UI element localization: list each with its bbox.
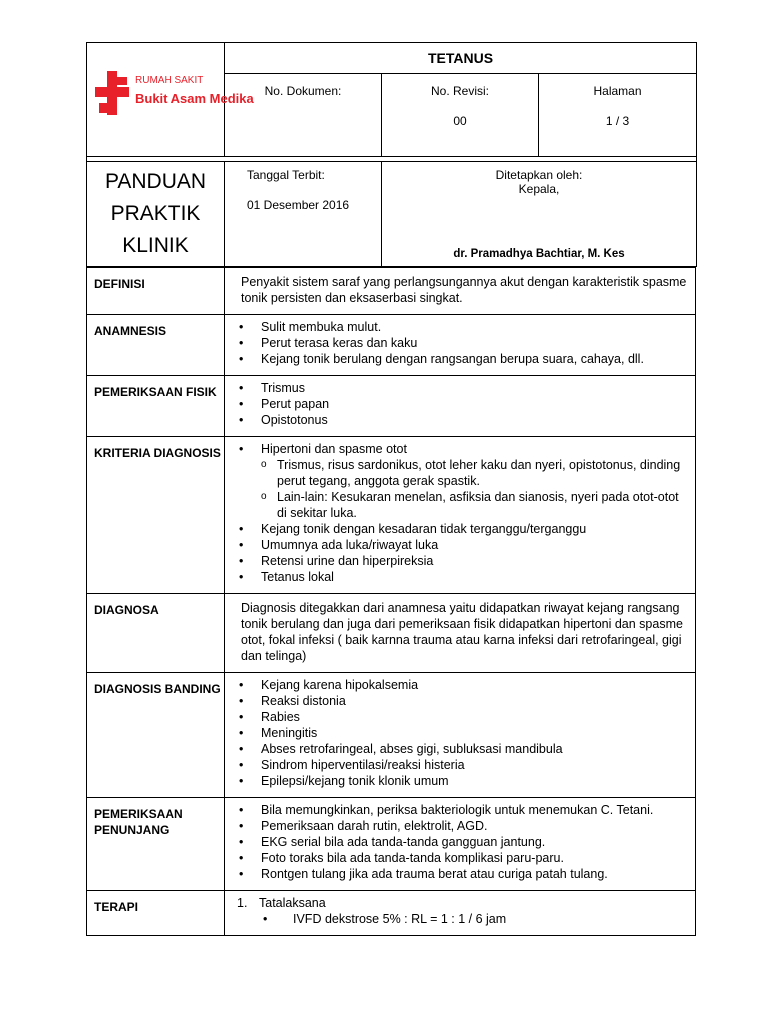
tanggal-terbit-value: 01 Desember 2016 — [247, 198, 350, 212]
doc-type-line1: PANDUAN — [104, 170, 207, 193]
list-item: • Rabies — [233, 709, 687, 725]
list-item: • Pemeriksaan darah rutin, elektrolit, AGD. — [233, 818, 687, 834]
row-anamnesis — [87, 315, 696, 376]
halaman-label: Halaman — [593, 84, 642, 98]
section-content — [225, 376, 696, 437]
numbered-item — [233, 895, 687, 911]
row-kriteria-diagnosis — [87, 437, 696, 594]
document-title: TETANUS — [225, 43, 697, 74]
ditetapkan-cell — [382, 162, 697, 267]
list-item: • Tetanus lokal — [233, 569, 687, 585]
row-pemeriksaan-fisik — [87, 376, 696, 437]
list-item: • EKG serial bila ada tanda-tanda gangguan jantung. — [233, 834, 687, 850]
list-item: • Hipertoni dan spasme otot — [233, 441, 687, 457]
section-label: ANAMNESIS — [87, 315, 225, 376]
row-diagnosa — [87, 594, 696, 673]
header-table — [86, 42, 697, 267]
hospital-logo — [87, 43, 254, 157]
section-content — [225, 268, 696, 315]
list-item: • Perut terasa keras dan kaku — [233, 335, 687, 351]
document-sheet — [86, 42, 696, 936]
section-content — [225, 437, 696, 594]
signatory-name: dr. Pramadhya Bachtiar, M. Kes — [453, 248, 625, 260]
sub-list-item: o Lain-lain: Kesukaran menelan, asfiksia dan sianosis, nyeri pada otot-otot di sekitar luka. — [233, 489, 687, 521]
row-definisi — [87, 268, 696, 315]
list-item: • Epilepsi/kejang tonik klonik umum — [233, 773, 687, 789]
tanggal-terbit-label: Tanggal Terbit: — [247, 168, 325, 182]
section-label: KRITERIA DIAGNOSIS — [87, 437, 225, 594]
no-revisi-label: No. Revisi: — [430, 84, 489, 98]
section-label: DEFINISI — [87, 268, 225, 315]
logo-line2: Bukit Asam Medika — [134, 91, 254, 106]
sub-list-item: o Trismus, risus sardonikus, otot leher kaku dan nyeri, opistotonus, dinding perut tegang, anggota gerak spastik. — [233, 457, 687, 489]
ditetapkan-label: Ditetapkan oleh: — [495, 168, 583, 182]
diagnosa-text: Diagnosis ditegakkan dari anamnesa yaitu didapatkan riwayat kejang rangsang tonik berulang dan juga dari pemeriksaan fisik didapatkan hipertoni dan spasme otot, fokal infeksi ( baik karnna trauma atau karna infeksi dari retrofaringeal, gigi dan telinga) — [241, 601, 683, 663]
row-diagnosis-banding — [87, 673, 696, 798]
section-content — [225, 798, 696, 891]
section-content — [225, 673, 696, 798]
section-label: DIAGNOSA — [87, 594, 225, 673]
hospital-logo-mark — [91, 63, 254, 133]
section-label: DIAGNOSIS BANDING — [87, 673, 225, 798]
tanggal-terbit-cell — [225, 162, 382, 267]
ditetapkan-role: Kepala, — [518, 182, 560, 196]
doc-type-line3: KLINIK — [122, 234, 189, 257]
definisi-text: Penyakit sistem saraf yang perlangsungannya akut dengan karakteristik spasme tonik persisten dan eksaserbasi singkat. — [241, 275, 687, 305]
row-terapi — [87, 891, 696, 936]
section-label: PEMERIKSAAN PENUNJANG — [87, 798, 225, 891]
no-revisi-cell — [382, 74, 539, 157]
section-content — [225, 594, 696, 673]
section-label: PEMERIKSAAN FISIK — [87, 376, 225, 437]
document-type — [87, 162, 225, 267]
no-dokumen-cell — [225, 74, 382, 157]
halaman-value: 1 / 3 — [605, 114, 630, 128]
content-table — [86, 267, 696, 936]
no-dokumen-label: No. Dokumen: — [264, 84, 342, 98]
list-item: • Sindrom hiperventilasi/reaksi histeria — [233, 757, 687, 773]
list-item: • Reaksi distonia — [233, 693, 687, 709]
doc-type-line2: PRAKTIK — [110, 202, 201, 225]
list-item: • Perut papan — [233, 396, 687, 412]
list-item: • Umumnya ada luka/riwayat luka — [233, 537, 687, 553]
list-item: • Rontgen tulang jika ada trauma berat atau curiga patah tulang. — [233, 866, 687, 882]
logo-line1: RUMAH SAKIT — [134, 75, 203, 86]
no-revisi-value: 00 — [453, 114, 467, 128]
list-item: • Bila memungkinkan, periksa bakteriologik untuk menemukan C. Tetani. — [233, 802, 687, 818]
list-item: • Kejang tonik berulang dengan rangsangan berupa suara, cahaya, dll. — [233, 351, 687, 367]
list-item: • Meningitis — [233, 725, 687, 741]
row-pemeriksaan-penunjang — [87, 798, 696, 891]
list-item: • Retensi urine dan hiperpireksia — [233, 553, 687, 569]
item-text: Tatalaksana — [259, 896, 326, 910]
sub-list-item: • IVFD dekstrose 5% : RL = 1 : 1 / 6 jam — [233, 911, 687, 927]
list-item: • Kejang karena hipokalsemia — [233, 677, 687, 693]
section-content — [225, 315, 696, 376]
halaman-cell — [539, 74, 697, 157]
list-item: • Trismus — [233, 380, 687, 396]
item-number: 1. — [237, 896, 248, 910]
list-item: • Kejang tonik dengan kesadaran tidak terganggu/terganggu — [233, 521, 687, 537]
section-label: TERAPI — [87, 891, 225, 936]
list-item: • Foto toraks bila ada tanda-tanda komplikasi paru-paru. — [233, 850, 687, 866]
list-item: • Sulit membuka mulut. — [233, 319, 687, 335]
section-content — [225, 891, 696, 936]
list-item: • Opistotonus — [233, 412, 687, 428]
list-item: • Abses retrofaringeal, abses gigi, subluksasi mandibula — [233, 741, 687, 757]
